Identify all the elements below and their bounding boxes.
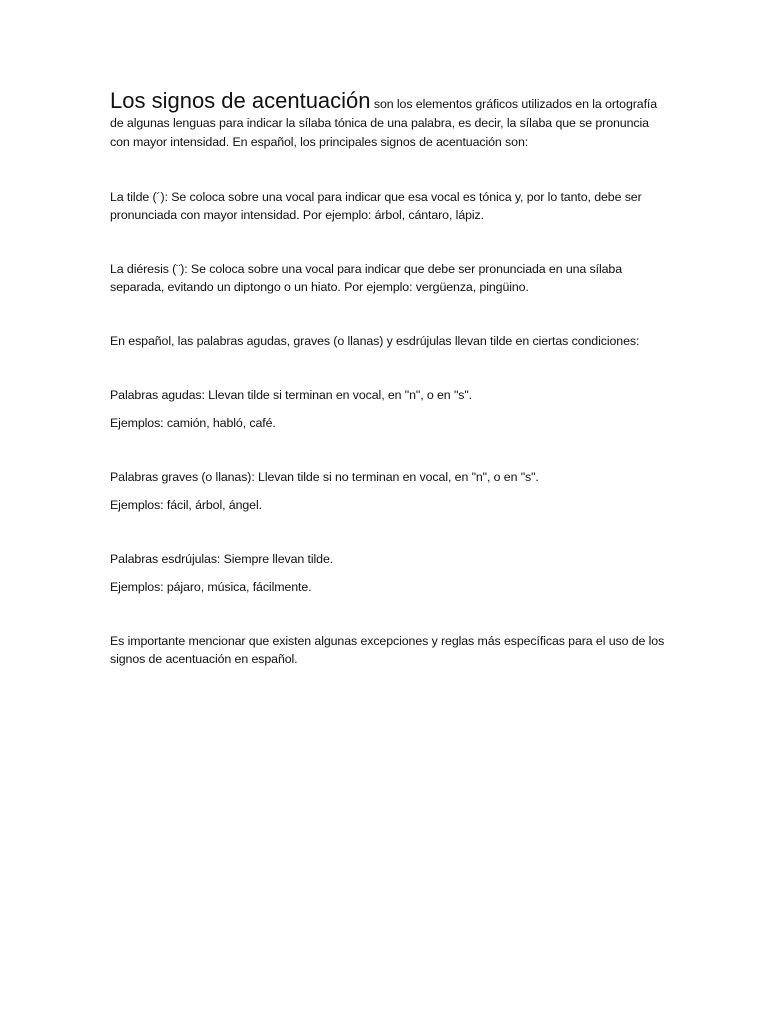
document-title: Los signos de acentuación — [110, 88, 371, 113]
intro-text: son los elementos gráficos utilizados en la ortografía de algunas lenguas para indicar la sílaba tónica de una palabra, es decir, la sílaba que se pronuncia con mayor intensidad. En español, los principales signos de acentuación son: — [110, 97, 658, 149]
graves-examples: Ejemplos: fácil, árbol, ángel. — [110, 498, 262, 512]
intro-paragraph — [110, 88, 665, 152]
esdrujulas-rule: Palabras esdrújulas: Siempre llevan tilde. — [110, 552, 334, 566]
tilde-paragraph: La tilde (´): Se coloca sobre una vocal para indicar que esa vocal es tónica y, por lo tanto, debe ser pronunciada con mayor intensidad. Por ejemplo: árbol, cántaro, lápiz. — [110, 190, 642, 222]
agudas-examples: Ejemplos: camión, habló, café. — [110, 416, 276, 430]
agudas-rule: Palabras agudas: Llevan tilde si terminan en vocal, en "n", o en "s". — [110, 388, 472, 402]
rules-intro-paragraph: En español, las palabras agudas, graves (o llanas) y esdrújulas llevan tilde en ciertas condiciones: — [110, 334, 640, 348]
closing-paragraph: Es importante mencionar que existen algunas excepciones y reglas más específicas para el uso de los signos de acentuación en español. — [110, 634, 665, 666]
dieresis-paragraph: La diéresis (¨): Se coloca sobre una vocal para indicar que debe ser pronunciada en una sílaba separada, evitando un diptongo o un hiato. Por ejemplo: vergüenza, pingüino. — [110, 262, 623, 294]
esdrujulas-examples: Ejemplos: pájaro, música, fácilmente. — [110, 580, 312, 594]
graves-rule: Palabras graves (o llanas): Llevan tilde si no terminan en vocal, en "n", o en "s". — [110, 470, 539, 484]
document-page — [110, 88, 665, 668]
